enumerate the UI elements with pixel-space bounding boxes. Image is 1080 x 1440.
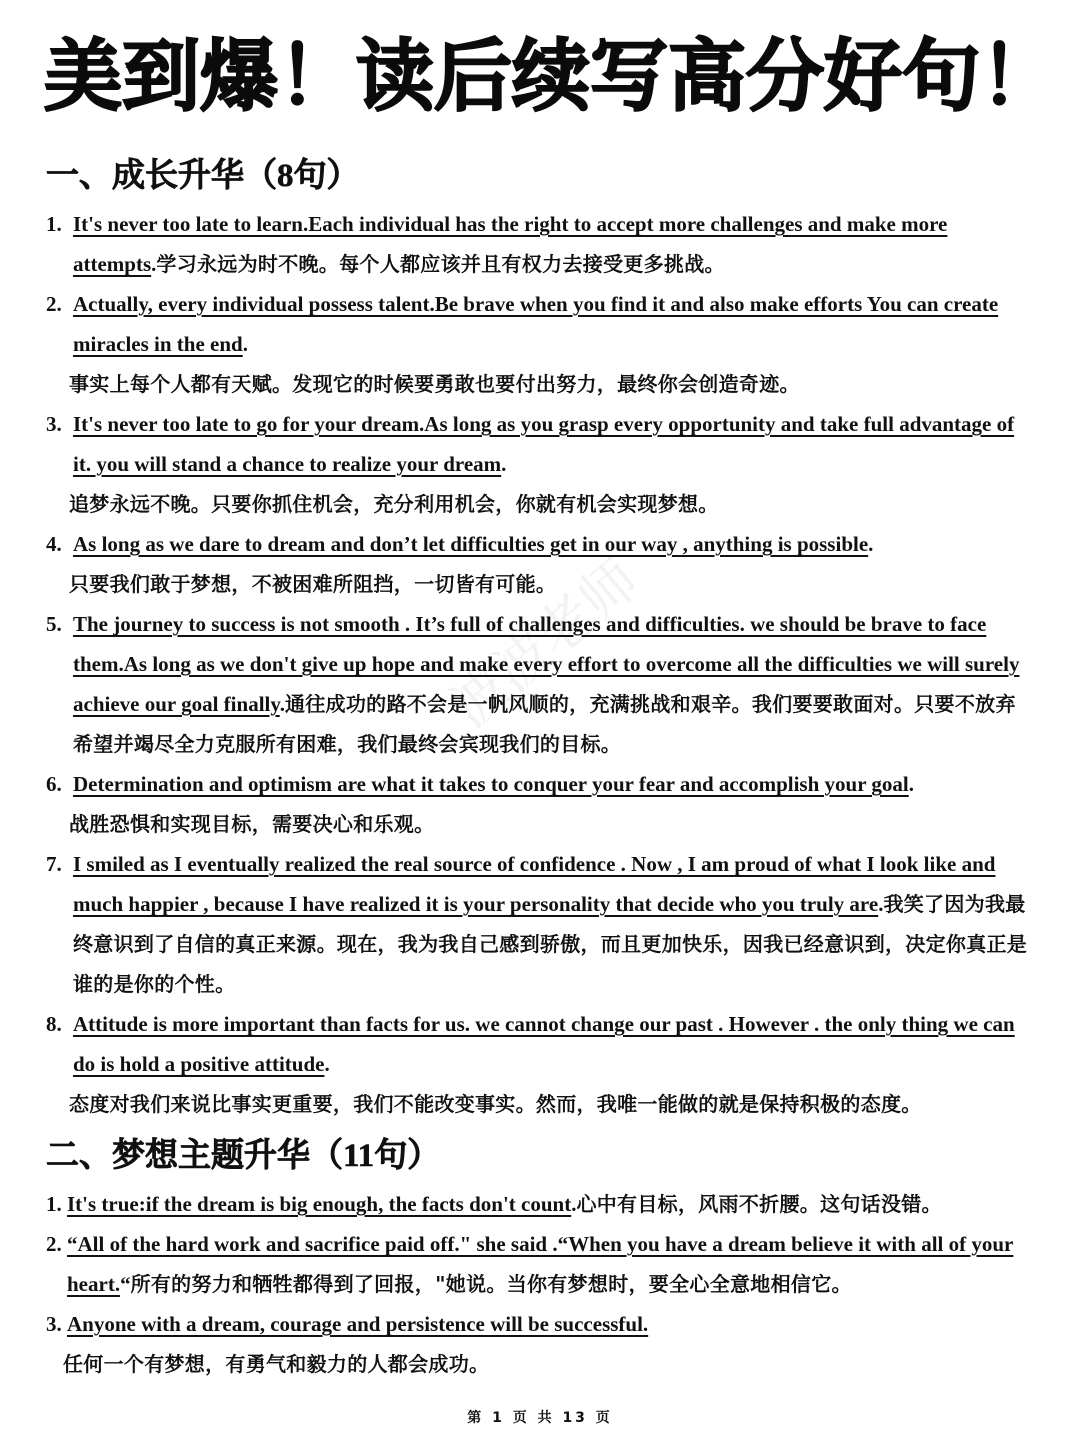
english-sentence: I smiled as I eventually realized the real source of confidence . Now , I am proud of what I look like and much happier , because I have realized it is your personality that decide who you truly are [73, 852, 996, 916]
list-item [0, 284, 1080, 404]
section-heading-prefix: 一、成长升华（ [46, 155, 277, 194]
english-sentence: It's true:if the dream is big enough, the facts don't count [67, 1192, 572, 1216]
item-number: 1. [46, 212, 62, 236]
list-item [0, 764, 1080, 844]
section-heading-prefix: 二、梦想主题升华（ [46, 1135, 343, 1174]
sentence-punct: . [279, 692, 285, 716]
chinese-translation: 我笑了因为我最终意识到了自信的真正来源。现在，我为我自己感到骄傲，而且更加快乐，因我已经意识到，决定你真正是谁的是你的个性。 [73, 892, 1028, 996]
chinese-translation: 追梦永远不晚。只要你抓住机会，充分利用机会，你就有机会实现梦想。 [69, 492, 719, 516]
item-number: 3. [46, 412, 62, 436]
chinese-translation: 任何一个有梦想，有勇气和毅力的人都会成功。 [63, 1352, 490, 1376]
sentence-list-dream [0, 1184, 1080, 1384]
item-number: 4. [46, 532, 62, 556]
list-item [0, 1004, 1080, 1124]
sentence-list-growth [0, 204, 1080, 1124]
item-number: 3. [46, 1312, 62, 1336]
item-number: 1. [46, 1192, 62, 1216]
english-sentence: It's never too late to learn.Each individual has the right to accept more challenges and make more attempts [73, 212, 948, 276]
item-number: 2. [46, 292, 62, 316]
item-number: 6. [46, 772, 62, 796]
chinese-translation: 心中有目标，风雨不折腰。这句话没错。 [576, 1192, 942, 1216]
sentence-punct: . [151, 252, 157, 276]
list-item [0, 604, 1080, 764]
list-item [0, 844, 1080, 1004]
sentence-punct: . [868, 532, 874, 556]
sentence-punct: . [878, 892, 884, 916]
english-sentence: “All of the hard work and sacrifice paid off." she said .“When you have a dream believe it with all of your heart. [67, 1232, 1014, 1296]
section-heading-growth [46, 150, 360, 201]
chinese-translation: 学习永远为时不晚。每个人都应该并且有权力去接受更多挑战。 [156, 252, 725, 276]
english-sentence: Anyone with a dream, courage and persistence will be successful. [67, 1312, 649, 1336]
list-item [0, 1224, 1080, 1304]
section-heading-dream [46, 1130, 440, 1181]
section-heading-count: 11 [343, 1138, 375, 1174]
item-number: 7. [46, 852, 62, 876]
sentence-punct: . [501, 452, 507, 476]
sentence-punct: . [242, 332, 248, 356]
item-number: 8. [46, 1012, 62, 1036]
sentence-punct: . [571, 1192, 577, 1216]
sentence-punct: . [908, 772, 914, 796]
chinese-translation: 事实上每个人都有天赋。发现它的时候要勇敢也要付出努力，最终你会创造奇迹。 [69, 372, 800, 396]
chinese-translation: 通往成功的路不会是一帆风顺的，充满挑战和艰辛。我们要要敢面对。只要不放弃希望并竭尽全力克服所有困难，我们最终会宾现我们的目标。 [73, 692, 1016, 756]
page-title: 美到爆！读后续写高分好句！ [44, 32, 1059, 122]
list-item [0, 404, 1080, 524]
english-sentence: Attitude is more important than facts for us. we cannot change our past . However . the only thing we can do is hold a positive attitude [73, 1012, 1015, 1076]
chinese-translation: 只要我们敢于梦想，不被困难所阻挡，一切皆有可能。 [69, 572, 557, 596]
list-item [0, 204, 1080, 284]
chinese-translation: 所有的努力和牺牲都得到了回报，"她说。当你有梦想时，要全心全意地相信它。 [130, 1272, 852, 1296]
english-sentence: Determination and optimism are what it takes to conquer your fear and accomplish your goal [73, 772, 909, 796]
list-item [0, 1184, 1080, 1224]
list-item [0, 524, 1080, 604]
item-number: 5. [46, 612, 62, 636]
english-sentence: It's never too late to go for your dream.As long as you grasp every opportunity and take full advantage of it. you will stand a chance to realize your dream [73, 412, 1015, 476]
chinese-translation: 态度对我们来说比事实更重要，我们不能改变事实。然而，我唯一能做的就是保持积极的态度。 [69, 1092, 922, 1116]
section-heading-count: 8 [277, 158, 294, 194]
chinese-translation: 战胜恐惧和实现目标，需要决心和乐观。 [69, 812, 435, 836]
sentence-punct: “ [120, 1272, 131, 1296]
english-sentence: As long as we dare to dream and don’t let difficulties get in our way , anything is possible [73, 532, 869, 556]
section-heading-suffix: 句） [374, 1135, 441, 1174]
page-footer: 第 1 页 共 13 页 [467, 1410, 613, 1426]
list-item [0, 1304, 1080, 1384]
sentence-punct: . [324, 1052, 330, 1076]
english-sentence: The journey to success is not smooth . It’s full of challenges and difficulties. we should be brave to face them.As long as we don't give up hope and make every effort to overcome all the difficulties we will surely achieve our goal finally [73, 612, 1020, 716]
item-number: 2. [46, 1232, 62, 1256]
section-heading-suffix: 句） [293, 155, 360, 194]
english-sentence: Actually, every individual possess talent.Be brave when you find it and also make efforts You can create miracles in the end [73, 292, 999, 356]
watermark: 波波老师 [438, 546, 652, 741]
